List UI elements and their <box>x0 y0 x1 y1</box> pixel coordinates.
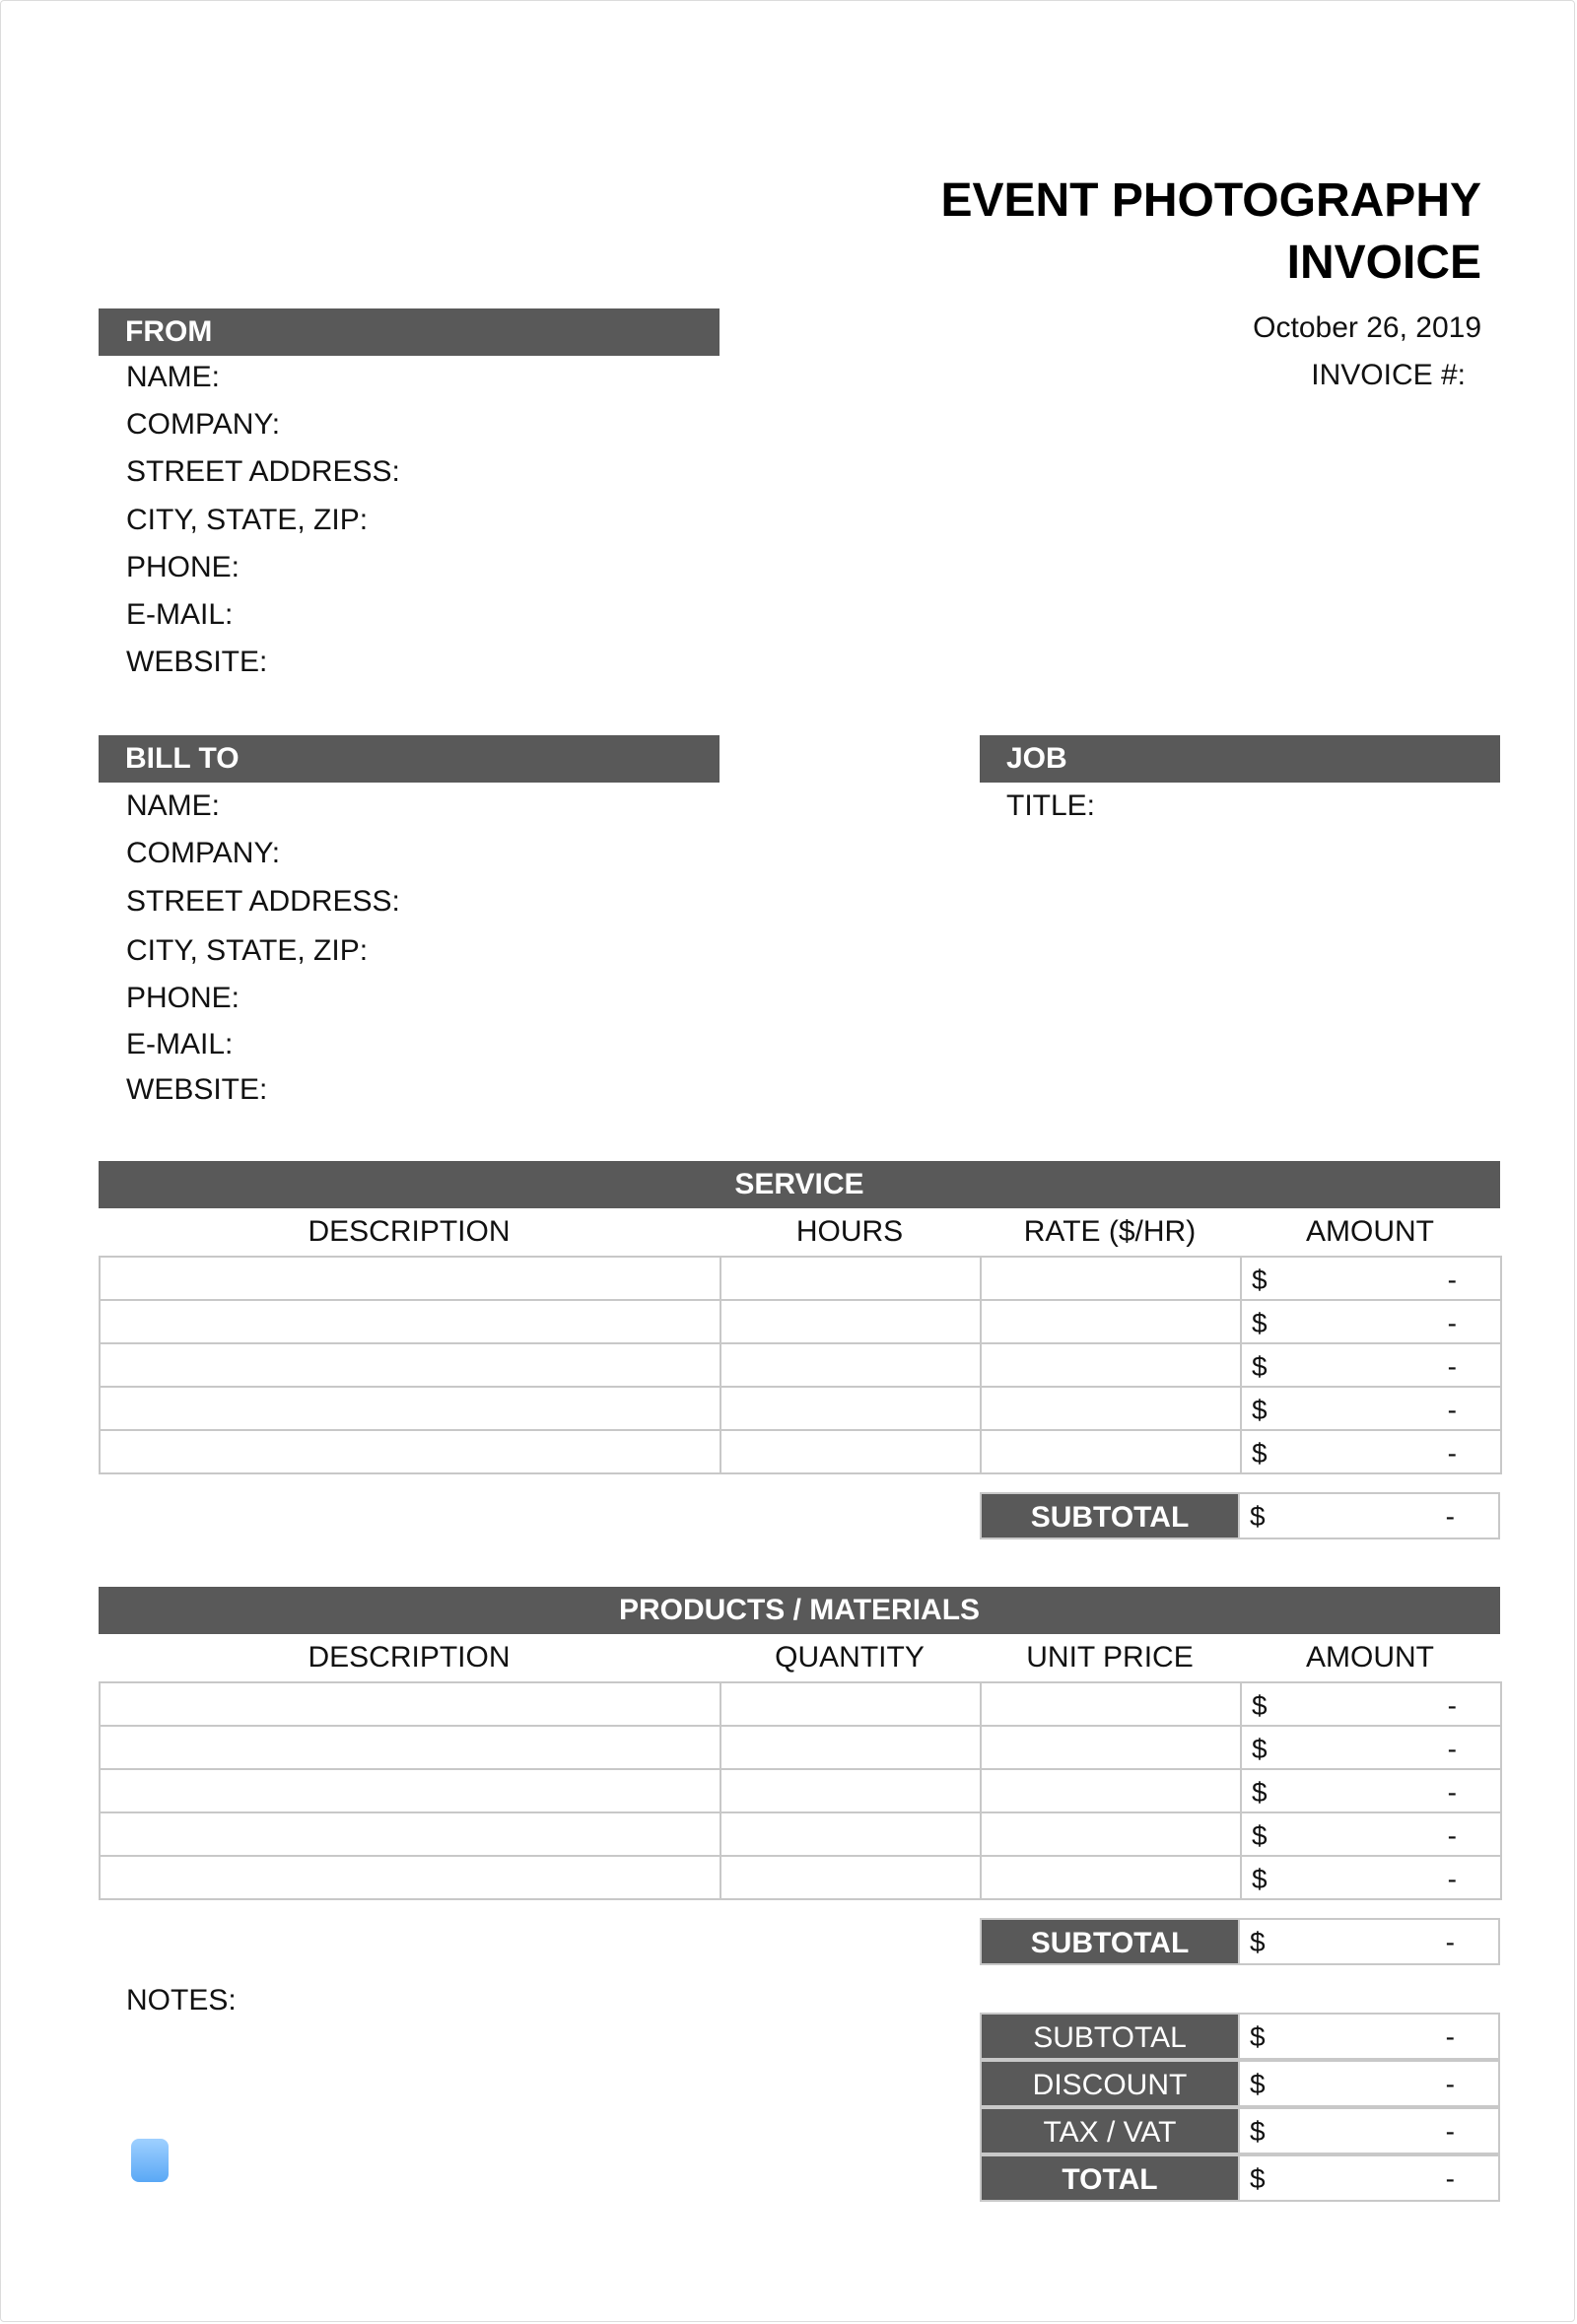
table-row <box>100 1856 1501 1899</box>
bill-to-website-label: WEBSITE: <box>126 1073 268 1106</box>
summary-tax-value-cell <box>1240 2107 1500 2154</box>
currency-symbol: $ <box>1250 2116 1266 2147</box>
from-street-label: STREET ADDRESS: <box>126 455 400 488</box>
bill-to-email-label: E-MAIL: <box>126 1028 234 1060</box>
amount-value: - <box>1447 1820 1457 1851</box>
amount-value: - <box>1447 1777 1457 1808</box>
job-header: JOB <box>980 735 1500 783</box>
from-email-label: E-MAIL: <box>126 598 234 631</box>
currency-symbol: $ <box>1250 1501 1266 1532</box>
amount-value: - <box>1445 2116 1455 2147</box>
summary-discount-value-cell <box>1240 2060 1500 2107</box>
product-unit-price-cell[interactable] <box>981 1812 1241 1856</box>
notes-label: NOTES: <box>126 1984 237 2016</box>
bill-to-name-label: NAME: <box>126 789 221 822</box>
products-subtotal-value-cell <box>1240 1918 1500 1965</box>
table-row <box>100 1300 1501 1343</box>
table-row <box>100 1682 1501 1726</box>
bill-to-phone-label: PHONE: <box>126 982 240 1014</box>
bill-to-company-label: COMPANY: <box>126 837 281 869</box>
table-row <box>100 1257 1501 1300</box>
products-col-quantity: QUANTITY <box>775 1641 925 1674</box>
product-description-cell[interactable] <box>100 1682 720 1726</box>
product-amount-cell <box>1241 1682 1501 1726</box>
amount-value: - <box>1445 1927 1455 1957</box>
amount-value: - <box>1447 1438 1457 1469</box>
product-unit-price-cell[interactable] <box>981 1726 1241 1769</box>
product-quantity-cell[interactable] <box>720 1682 981 1726</box>
product-quantity-cell[interactable] <box>720 1856 981 1899</box>
amount-value: - <box>1447 1690 1457 1721</box>
from-name-label: NAME: <box>126 361 221 393</box>
service-hours-cell[interactable] <box>720 1300 981 1343</box>
service-subtotal-label: SUBTOTAL <box>980 1492 1240 1539</box>
product-description-cell[interactable] <box>100 1769 720 1812</box>
amount-value: - <box>1447 1864 1457 1894</box>
product-amount-cell <box>1241 1812 1501 1856</box>
amount-value: - <box>1445 1501 1455 1532</box>
amount-value: - <box>1447 1308 1457 1338</box>
summary-subtotal-label: SUBTOTAL <box>980 2013 1240 2060</box>
summary-total-row <box>980 2154 1500 2202</box>
service-amount-cell <box>1241 1343 1501 1387</box>
service-amount-cell <box>1241 1257 1501 1300</box>
service-description-cell[interactable] <box>100 1300 720 1343</box>
service-hours-cell[interactable] <box>720 1387 981 1430</box>
service-description-cell[interactable] <box>100 1343 720 1387</box>
summary-subtotal-value-cell <box>1240 2013 1500 2060</box>
invoice-number-label: INVOICE #: <box>1311 359 1466 391</box>
summary-discount-row <box>980 2060 1500 2107</box>
service-col-amount: AMOUNT <box>1306 1215 1434 1248</box>
table-row <box>100 1430 1501 1473</box>
products-subtotal-row <box>980 1918 1500 1965</box>
amount-value: - <box>1447 1265 1457 1295</box>
table-row <box>100 1812 1501 1856</box>
service-rate-cell[interactable] <box>981 1257 1241 1300</box>
service-col-rate: RATE ($/HR) <box>1023 1215 1197 1248</box>
service-description-cell[interactable] <box>100 1430 720 1473</box>
currency-symbol: $ <box>1252 1820 1268 1851</box>
products-col-amount: AMOUNT <box>1306 1641 1434 1674</box>
currency-symbol: $ <box>1252 1351 1268 1382</box>
job-title-label: TITLE: <box>1006 789 1096 822</box>
service-amount-cell <box>1241 1300 1501 1343</box>
bill-to-street-label: STREET ADDRESS: <box>126 885 400 918</box>
product-quantity-cell[interactable] <box>720 1769 981 1812</box>
products-col-description: DESCRIPTION <box>308 1641 511 1674</box>
currency-symbol: $ <box>1250 2163 1266 2194</box>
currency-symbol: $ <box>1252 1734 1268 1764</box>
from-company-label: COMPANY: <box>126 408 281 441</box>
currency-symbol: $ <box>1250 2021 1266 2052</box>
service-header: SERVICE <box>99 1161 1500 1208</box>
amount-value: - <box>1445 2163 1455 2194</box>
service-description-cell[interactable] <box>100 1387 720 1430</box>
product-amount-cell <box>1241 1769 1501 1812</box>
invoice-title <box>940 170 1481 294</box>
service-col-description: DESCRIPTION <box>308 1215 511 1248</box>
currency-symbol: $ <box>1250 1927 1266 1957</box>
product-description-cell[interactable] <box>100 1812 720 1856</box>
product-unit-price-cell[interactable] <box>981 1856 1241 1899</box>
service-amount-cell <box>1241 1387 1501 1430</box>
service-rate-cell[interactable] <box>981 1343 1241 1387</box>
summary-tax-label: TAX / VAT <box>980 2107 1240 2154</box>
currency-symbol: $ <box>1252 1777 1268 1808</box>
product-unit-price-cell[interactable] <box>981 1682 1241 1726</box>
invoice-date: October 26, 2019 <box>1253 311 1481 344</box>
amount-value: - <box>1447 1395 1457 1425</box>
title-line-1: EVENT PHOTOGRAPHY <box>940 174 1481 227</box>
from-city-label: CITY, STATE, ZIP: <box>126 504 369 536</box>
product-description-cell[interactable] <box>100 1726 720 1769</box>
products-table <box>99 1681 1502 1900</box>
service-rate-cell[interactable] <box>981 1430 1241 1473</box>
currency-symbol: $ <box>1252 1438 1268 1469</box>
from-header: FROM <box>99 308 720 356</box>
currency-symbol: $ <box>1252 1690 1268 1721</box>
service-rate-cell[interactable] <box>981 1300 1241 1343</box>
products-subtotal-label: SUBTOTAL <box>980 1918 1240 1965</box>
service-rate-cell[interactable] <box>981 1387 1241 1430</box>
products-col-unit-price: UNIT PRICE <box>1026 1641 1194 1674</box>
service-table <box>99 1256 1502 1474</box>
service-subtotal-row <box>980 1492 1500 1539</box>
bill-to-city-label: CITY, STATE, ZIP: <box>126 934 369 967</box>
currency-symbol: $ <box>1252 1265 1268 1295</box>
currency-symbol: $ <box>1252 1308 1268 1338</box>
from-website-label: WEBSITE: <box>126 646 268 678</box>
table-row <box>100 1343 1501 1387</box>
summary-total-label: TOTAL <box>980 2154 1240 2202</box>
service-subtotal-value-cell <box>1240 1492 1500 1539</box>
summary-total-value-cell <box>1240 2154 1500 2202</box>
service-hours-cell[interactable] <box>720 1430 981 1473</box>
amount-value: - <box>1447 1351 1457 1382</box>
service-description-cell[interactable] <box>100 1257 720 1300</box>
service-col-hours: HOURS <box>795 1215 904 1248</box>
title-line-2: INVOICE <box>1286 237 1481 289</box>
product-amount-cell <box>1241 1856 1501 1899</box>
product-amount-cell <box>1241 1726 1501 1769</box>
from-phone-label: PHONE: <box>126 551 240 583</box>
service-hours-cell[interactable] <box>720 1343 981 1387</box>
table-row <box>100 1387 1501 1430</box>
table-row <box>100 1769 1501 1812</box>
summary-tax-row <box>980 2107 1500 2154</box>
product-quantity-cell[interactable] <box>720 1812 981 1856</box>
currency-symbol: $ <box>1252 1864 1268 1894</box>
bill-to-header: BILL TO <box>99 735 720 783</box>
summary-subtotal-row <box>980 2013 1500 2060</box>
amount-value: - <box>1445 2021 1455 2052</box>
currency-symbol: $ <box>1252 1395 1268 1425</box>
amount-value: - <box>1445 2069 1455 2099</box>
amount-value: - <box>1447 1734 1457 1764</box>
products-header: PRODUCTS / MATERIALS <box>99 1587 1500 1634</box>
currency-symbol: $ <box>1250 2069 1266 2099</box>
product-quantity-cell[interactable] <box>720 1726 981 1769</box>
table-row <box>100 1726 1501 1769</box>
app-badge-icon[interactable] <box>131 2139 169 2182</box>
summary-discount-label: DISCOUNT <box>980 2060 1240 2107</box>
service-hours-cell[interactable] <box>720 1257 981 1300</box>
product-unit-price-cell[interactable] <box>981 1769 1241 1812</box>
service-amount-cell <box>1241 1430 1501 1473</box>
product-description-cell[interactable] <box>100 1856 720 1899</box>
